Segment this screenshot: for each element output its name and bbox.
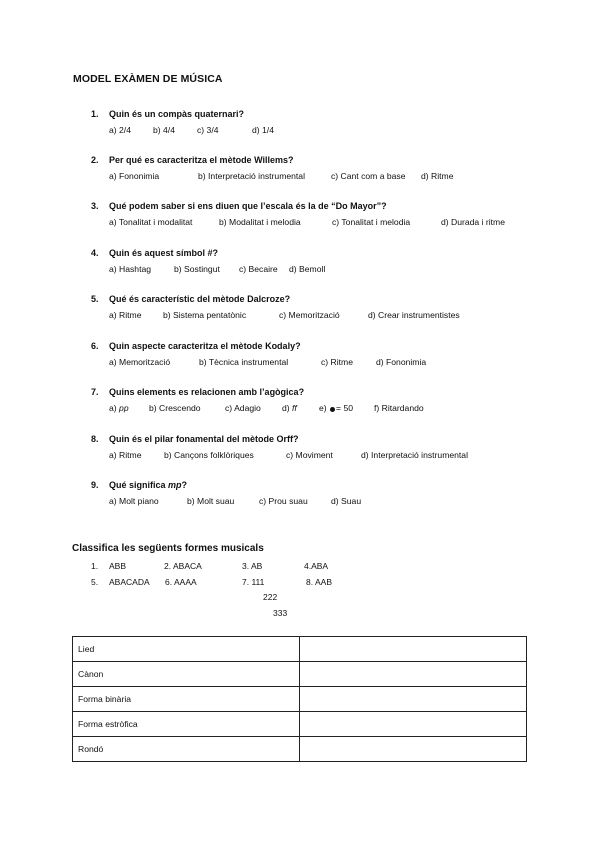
option-b: b) Sostingut	[174, 264, 220, 274]
forms-row-3: 222	[263, 592, 278, 602]
option-c: c) 3/4	[197, 125, 219, 135]
question-stem: Per qué es caracteritza el mètode Willems?	[109, 155, 294, 165]
question-number: 7.	[91, 387, 99, 397]
answer-cell[interactable]	[300, 637, 527, 662]
quarter-note-icon	[330, 407, 335, 412]
question-stem: Qué és característic del mètode Dalcroze?	[109, 294, 291, 304]
question-stem: Quin aspecte caracteritza el mètode Kodaly?	[109, 341, 301, 351]
option-d: d) Fononimia	[376, 357, 427, 367]
table-label: Rondó	[73, 737, 300, 762]
table-row	[73, 637, 527, 662]
form-item: 7. 111	[242, 577, 265, 587]
option-a: a) Molt piano	[109, 496, 159, 506]
option-d	[282, 403, 319, 413]
question-stem: Quin és aquest símbol #?	[109, 248, 219, 258]
question-number: 4.	[91, 248, 99, 258]
option-a	[109, 403, 149, 413]
table-row	[73, 737, 527, 762]
question-number: 8.	[91, 434, 99, 444]
answer-cell[interactable]	[300, 712, 527, 737]
table-row	[73, 662, 527, 687]
question-number: 6.	[91, 341, 99, 351]
question-options	[109, 125, 274, 135]
question-stem: Quins elements es relacionen amb l’agògica?	[109, 387, 305, 397]
option-d: d) 1/4	[252, 125, 274, 135]
option-b: b) Cançons folklòriques	[164, 450, 254, 460]
classification-table	[72, 636, 527, 762]
page-title: MODEL EXÀMEN DE MÚSICA	[73, 73, 223, 85]
question-stem-text: Qué significa	[109, 480, 166, 490]
question-options	[109, 217, 505, 227]
table-label: Forma binària	[73, 687, 300, 712]
question-number: 1.	[91, 109, 99, 119]
question-options	[109, 310, 460, 320]
option-d: d) Ritme	[421, 171, 454, 181]
forms-row-1	[91, 561, 328, 571]
option-c: c) Tonalitat i melodia	[332, 217, 411, 227]
question-options	[109, 264, 325, 274]
fortissimo-symbol: ff	[292, 403, 297, 413]
option-d: d) Durada i ritme	[441, 217, 505, 227]
table-label: Forma estròfica	[73, 712, 300, 737]
table-row	[73, 712, 527, 737]
table-label: Cànon	[73, 662, 300, 687]
option-c: c) Prou suau	[259, 496, 308, 506]
form-item: ABACADA	[109, 577, 150, 587]
option-d: d) Interpretació instrumental	[361, 450, 468, 460]
option-c: c) Cant com a base	[331, 171, 406, 181]
forms-row-2	[91, 577, 332, 587]
option-b: b) Tècnica instrumental	[199, 357, 289, 367]
option-b: b) Crescendo	[149, 403, 201, 413]
option-a: a) Tonalitat i modalitat	[109, 217, 193, 227]
form-number: 5.	[91, 577, 99, 587]
forms-row-4: 333	[273, 608, 288, 618]
question-options	[109, 403, 424, 413]
form-item: 4.ABA	[304, 561, 329, 571]
question-options	[109, 496, 361, 506]
option-e-label: e)	[319, 403, 327, 413]
form-item: 3. AB	[242, 561, 263, 571]
option-a: a) Memorització	[109, 357, 171, 367]
question-number: 3.	[91, 201, 99, 211]
option-b: b) Sistema pentatònic	[163, 310, 247, 320]
question-stem: Quin és el pilar fonamental del mètode Orff?	[109, 434, 299, 444]
question-stem: Qué podem saber si ens diuen que l’escala és la de “Do Mayor”?	[109, 201, 387, 211]
form-item: 6. AAAA	[165, 577, 197, 587]
option-b: b) Modalitat i melodia	[219, 217, 301, 227]
form-item: ABB	[109, 561, 127, 571]
form-number: 1.	[91, 561, 99, 571]
option-c: c) Ritme	[321, 357, 353, 367]
option-c: c) Becaire	[239, 264, 278, 274]
answer-cell[interactable]	[300, 737, 527, 762]
option-a-label: a)	[109, 403, 117, 413]
option-b: b) 4/4	[153, 125, 175, 135]
question-options	[109, 357, 426, 367]
question-mark: ?	[181, 480, 188, 490]
table-row	[73, 687, 527, 712]
option-a: a) Ritme	[109, 310, 142, 320]
mezzo-piano-symbol: mp	[168, 480, 182, 490]
pianissimo-symbol: pp	[119, 403, 129, 413]
answer-cell[interactable]	[300, 687, 527, 712]
form-item: 8. AAB	[306, 577, 332, 587]
option-b: b) Interpretació instrumental	[198, 171, 305, 181]
question-options	[109, 171, 453, 181]
table-label: Lied	[73, 637, 300, 662]
question-number: 5.	[91, 294, 99, 304]
question-stem	[109, 480, 187, 490]
option-a: a) Fononimia	[109, 171, 160, 181]
question-number: 2.	[91, 155, 99, 165]
option-a: a) Hashtag	[109, 264, 152, 274]
question-options	[109, 450, 468, 460]
option-c: c) Moviment	[286, 450, 333, 460]
tempo-value: = 50	[336, 403, 354, 413]
option-d-label: d)	[282, 403, 290, 413]
option-d: d) Crear instrumentistes	[368, 310, 460, 320]
option-d: d) Suau	[331, 496, 362, 506]
option-a: a) 2/4	[109, 125, 131, 135]
option-c: c) Memorització	[279, 310, 340, 320]
option-f: f) Ritardando	[374, 403, 424, 413]
answer-cell[interactable]	[300, 662, 527, 687]
question-number: 9.	[91, 480, 99, 490]
option-a: a) Ritme	[109, 450, 142, 460]
form-item: 2. ABACA	[164, 561, 202, 571]
section-title: Classifica les següents formes musicals	[72, 543, 264, 554]
option-d: d) Bemoll	[289, 264, 326, 274]
option-b: b) Molt suau	[187, 496, 235, 506]
question-stem: Quin és un compàs quaternari?	[109, 109, 245, 119]
option-c: c) Adagio	[225, 403, 261, 413]
option-e	[319, 403, 374, 413]
